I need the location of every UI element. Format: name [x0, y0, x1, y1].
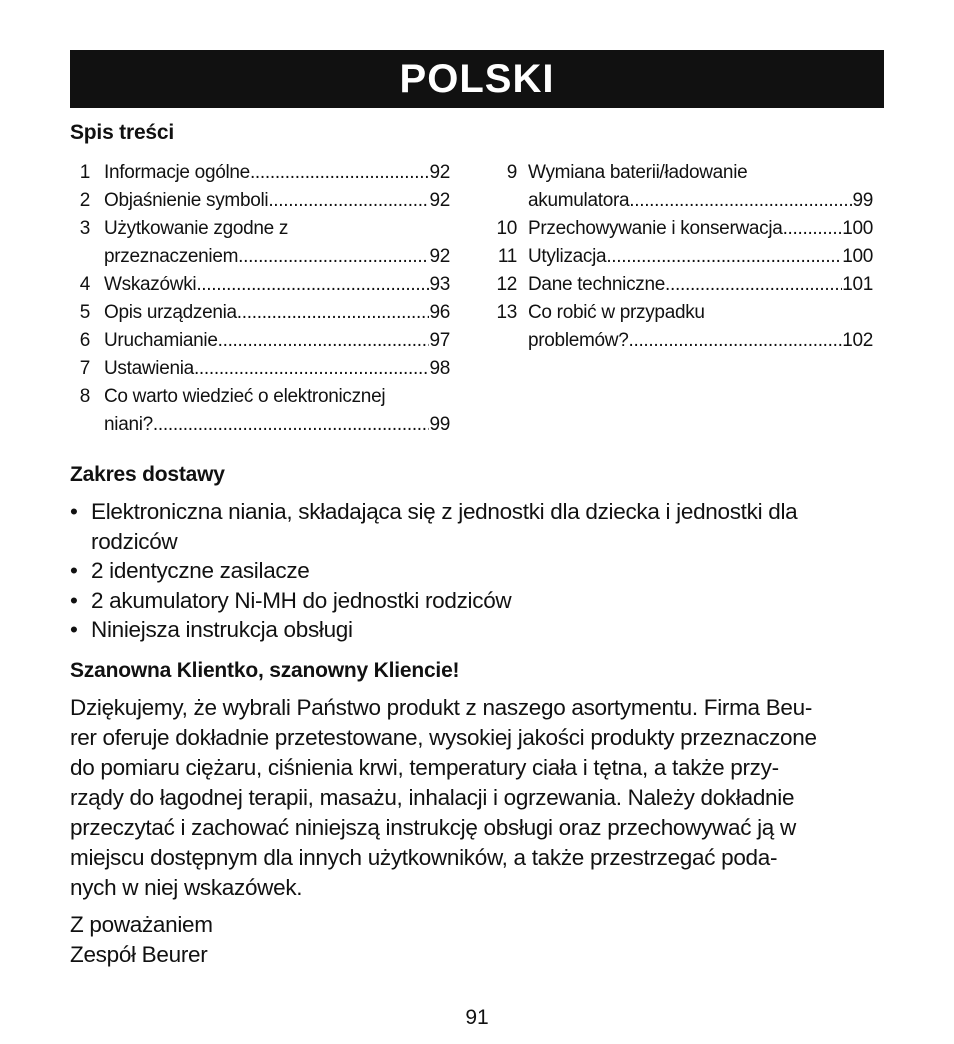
- toc-leader-dots: [196, 271, 429, 299]
- paragraph-line: rządy do łagodnej terapii, masażu, inhalacji i ogrzewania. Należy dokładnie: [70, 785, 795, 810]
- bullet-icon: •: [70, 499, 78, 524]
- toc-page-number: 100: [842, 218, 873, 239]
- toc-page-number: 97: [429, 330, 450, 351]
- toc-leader-dots: [606, 243, 842, 271]
- toc-number: 7: [79, 358, 90, 379]
- toc-page-number: 92: [429, 190, 450, 211]
- toc-entry: [486, 215, 873, 243]
- list-item: [70, 556, 870, 586]
- toc-title: Co robić w przypadku: [528, 302, 705, 323]
- toc-entry: [486, 159, 873, 215]
- paragraph-line: do pomiaru ciężaru, ciśnienia krwi, temperatury ciała i tętna, a także przy-: [70, 755, 779, 780]
- toc-title: Uruchamianie: [104, 330, 218, 351]
- toc-title: akumulatora: [528, 190, 630, 211]
- toc-leader-dots: [237, 299, 430, 327]
- toc-leader-dots: [783, 215, 843, 243]
- toc-title: Utylizacja: [528, 246, 607, 267]
- toc-leader-dots: [238, 243, 429, 271]
- toc-title: Informacje ogólne: [104, 162, 250, 183]
- toc-title: Wymiana baterii/ładowanie: [528, 162, 748, 183]
- toc-entry: [486, 243, 873, 271]
- toc-entry: [486, 271, 873, 299]
- toc-title: Wskazówki: [104, 274, 197, 295]
- toc-entry: [70, 187, 450, 215]
- toc-number: 8: [79, 386, 90, 407]
- toc-leader-dots: [665, 271, 842, 299]
- toc-entry: [70, 159, 450, 187]
- delivery-heading: Zakres dostawy: [70, 463, 225, 486]
- toc-page-number: 101: [842, 274, 873, 295]
- list-item: [70, 497, 870, 556]
- toc-entry: [70, 355, 450, 383]
- language-banner: [70, 50, 884, 108]
- paragraph-line: miejscu dostępnym dla innych użytkowników, a także przestrzegać poda-: [70, 845, 778, 870]
- toc-leader-dots: [268, 187, 429, 215]
- delivery-list: [70, 497, 870, 645]
- paragraph-line: nych w niej wskazówek.: [70, 875, 303, 900]
- page-number: 91: [465, 1006, 489, 1029]
- toc-number: 11: [497, 246, 517, 267]
- toc-page-number: 99: [429, 414, 450, 435]
- toc-leader-dots: [218, 327, 430, 355]
- toc-number: 9: [506, 162, 517, 183]
- list-item-text: 2 identyczne zasilacze: [91, 558, 310, 583]
- toc-entry: [70, 299, 450, 327]
- toc-number: 13: [496, 302, 517, 323]
- greeting-paragraph: [70, 693, 886, 903]
- toc-left-column: [70, 159, 450, 439]
- closing-line: Z poważaniem: [70, 912, 213, 937]
- toc-entry: [70, 383, 450, 439]
- toc-title: Objaśnienie symboli: [104, 190, 269, 211]
- toc-right-column: [486, 159, 873, 355]
- toc-page-number: 92: [429, 162, 450, 183]
- toc-heading: Spis treści: [70, 121, 175, 144]
- toc-entry: [486, 299, 873, 355]
- toc-entry: [70, 215, 450, 271]
- toc-title: Dane techniczne: [528, 274, 666, 295]
- paragraph-line: Dziękujemy, że wybrali Państwo produkt z naszego asortymentu. Firma Beu-: [70, 695, 813, 720]
- toc-entry: [70, 327, 450, 355]
- closing-signature: [70, 910, 213, 970]
- toc-title: niani?: [104, 414, 153, 435]
- toc-title: Co warto wiedzieć o elektronicznej: [104, 386, 386, 407]
- paragraph-line: rer oferuje dokładnie przetestowane, wysokiej jakości produkty przeznaczone: [70, 725, 817, 750]
- bullet-icon: •: [70, 617, 78, 642]
- toc-page-number: 92: [429, 246, 450, 267]
- toc-number: 6: [79, 330, 90, 351]
- toc-page-number: 100: [842, 246, 873, 267]
- toc-title: przeznaczeniem: [104, 246, 239, 267]
- toc-title: Przechowywanie i konserwacja: [528, 218, 783, 239]
- list-item-text: 2 akumulatory Ni-MH do jednostki rodziców: [91, 587, 512, 613]
- list-item: [70, 615, 870, 645]
- toc-leader-dots: [194, 355, 430, 383]
- toc-page-number: 102: [842, 330, 873, 351]
- toc-number: 1: [79, 162, 90, 183]
- toc-leader-dots: [629, 187, 852, 215]
- toc-title: Ustawienia: [104, 358, 194, 379]
- greeting-heading: Szanowna Klientko, szanowny Kliencie!: [70, 659, 460, 682]
- toc-page-number: 98: [429, 358, 450, 379]
- toc-number: 2: [79, 190, 90, 211]
- toc-leader-dots: [629, 327, 843, 355]
- toc-page-number: 96: [429, 302, 450, 323]
- bullet-icon: •: [70, 587, 78, 613]
- list-item-text: Elektroniczna niania, składająca się z jednostki dla dziecka i jednostki dla rodziców: [91, 499, 798, 554]
- toc-title: problemów?: [528, 330, 629, 351]
- bullet-icon: •: [70, 558, 78, 583]
- toc-leader-dots: [153, 411, 430, 439]
- list-item: [70, 586, 870, 616]
- toc-number: 10: [496, 218, 517, 239]
- toc-title: Opis urządzenia: [104, 302, 237, 323]
- list-item-text: Niniejsza instrukcja obsługi: [91, 617, 353, 642]
- toc-leader-dots: [250, 159, 430, 187]
- toc-page-number: 99: [852, 190, 873, 211]
- signature-line: Zespół Beurer: [70, 942, 208, 967]
- toc-number: 5: [79, 302, 90, 323]
- toc-number: 4: [79, 274, 90, 295]
- paragraph-line: przeczytać i zachować niniejszą instrukcję obsługi oraz przechowywać ją w: [70, 815, 796, 840]
- toc-entry: [70, 271, 450, 299]
- language-title: POLSKI: [399, 56, 555, 101]
- toc-page-number: 93: [429, 274, 450, 295]
- toc-number: 3: [79, 218, 90, 239]
- toc-title: Użytkowanie zgodne z: [104, 218, 289, 239]
- toc-number: 12: [496, 274, 517, 295]
